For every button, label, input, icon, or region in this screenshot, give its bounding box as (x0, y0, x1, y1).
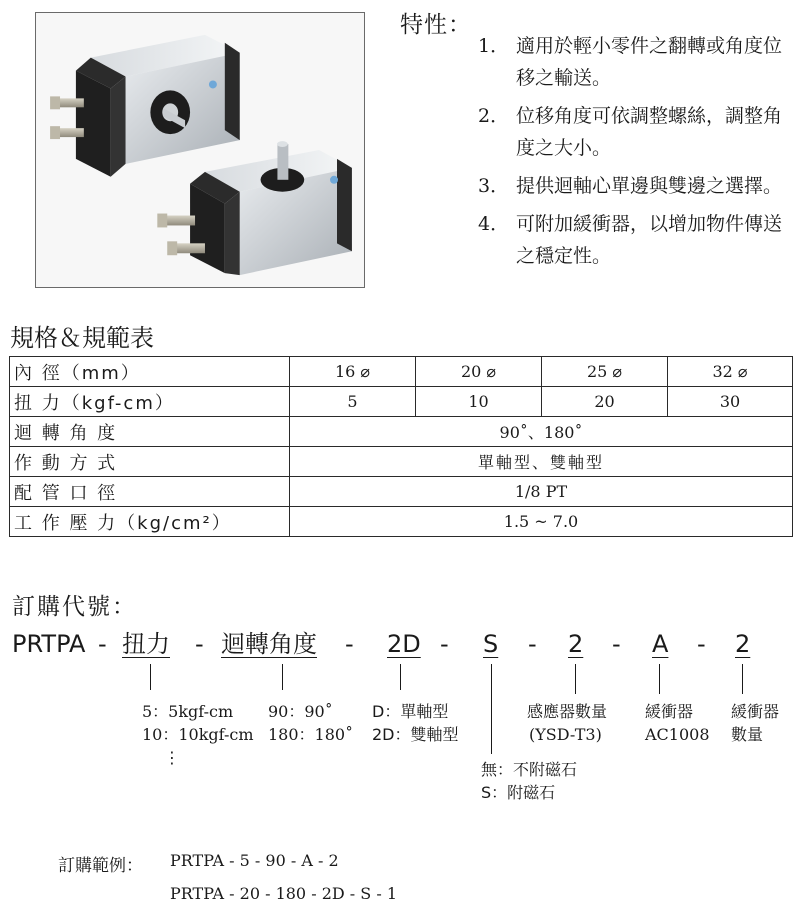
spec-cell: 單軸型、雙軸型 (290, 447, 793, 477)
note-line: ⋮ (164, 748, 180, 767)
spec-label: 作 動 方 式 (10, 447, 290, 477)
feature-item (478, 100, 793, 164)
spec-label: 配 管 口 徑 (10, 477, 290, 507)
spec-row-torque (10, 387, 793, 417)
connector-line (491, 664, 492, 754)
code-separator: - (440, 630, 449, 658)
spec-label: 工 作 壓 力（kg/cm²） (10, 507, 290, 537)
note-line: S：附磁石 (481, 783, 556, 802)
spec-cell: 16 ⌀ (290, 357, 416, 387)
note-line: 感應器數量 (527, 702, 608, 721)
code-separator: - (612, 630, 621, 658)
spec-label: 內 徑（mm） (10, 357, 290, 387)
note-line: 緩衝器 (645, 702, 694, 721)
note-line: D：單軸型 (372, 702, 449, 721)
note-line: 180：180˚ (268, 725, 354, 744)
spec-row-actuation (10, 447, 793, 477)
note-line: 5：5kgf-cm (142, 702, 234, 721)
note-line: AC1008 (645, 725, 710, 744)
buffer-qty-note (731, 700, 779, 746)
code-separator: - (98, 630, 107, 658)
features-title: 特性： (400, 12, 472, 38)
code-buffer-qty: 2 (735, 630, 751, 658)
shaft-note (372, 700, 459, 746)
product-photo (35, 12, 365, 288)
connector-line (742, 664, 743, 694)
feature-text: 提供迴軸心單邊與雙邊之選擇。 (516, 175, 783, 197)
sensor-qty-note (527, 700, 607, 746)
note-line: 2D：雙軸型 (372, 725, 459, 744)
angle-note (268, 700, 353, 746)
feature-text: 位移角度可依調整螺絲，調整角度之大小。 (516, 105, 783, 159)
code-buffer: A (652, 630, 669, 658)
feature-item (478, 170, 793, 202)
order-title: 訂購代號： (12, 594, 137, 620)
connector-line (150, 664, 151, 690)
spec-cell: 20 ⌀ (416, 357, 542, 387)
spec-row-pressure (10, 507, 793, 537)
rotary-cylinder-image (36, 13, 364, 287)
code-torque: 扭力 (122, 630, 170, 658)
spec-row-bore (10, 357, 793, 387)
features-list (478, 30, 793, 278)
code-prefix: PRTPA (12, 630, 86, 658)
spec-cell: 32 ⌀ (668, 357, 793, 387)
connector-line (659, 664, 660, 694)
order-example-line (170, 851, 339, 871)
example-code: PRTPA - 5 - 90 - A - 2 (170, 851, 339, 870)
spec-cell: 1.5 ~ 7.0 (290, 507, 793, 537)
sensor-note (481, 758, 577, 804)
spec-cell: 10 (416, 387, 542, 417)
note-line: 10：10kgf-cm (142, 725, 254, 744)
code-separator: - (528, 630, 537, 658)
spec-row-rotation-angle (10, 417, 793, 447)
code-sensor: S (483, 630, 499, 658)
note-line: 數量 (731, 725, 764, 744)
code-separator: - (345, 630, 354, 658)
spec-label: 迴 轉 角 度 (10, 417, 290, 447)
order-example-line (170, 884, 397, 904)
feature-item (478, 208, 793, 272)
spec-table (9, 356, 793, 537)
note-line: 無：不附磁石 (481, 760, 578, 779)
spec-cell: 90˚、180˚ (290, 417, 793, 447)
connector-line (282, 664, 283, 690)
code-separator: - (195, 630, 204, 658)
feature-text: 適用於輕小零件之翻轉或角度位移之輸送。 (516, 35, 783, 89)
code-shaft: 2D (387, 630, 421, 658)
note-line: (YSD-T3) (529, 725, 602, 744)
feature-item (478, 30, 793, 94)
spec-cell: 30 (668, 387, 793, 417)
code-sensor-qty: 2 (568, 630, 584, 658)
spec-cell: 5 (290, 387, 416, 417)
order-example-label: 訂購範例： (58, 856, 143, 876)
spec-cell: 1/8 PT (290, 477, 793, 507)
feature-number: 3． (478, 175, 510, 197)
spec-label: 扭 力（kgf-cm） (10, 387, 290, 417)
spec-cell: 20 (542, 387, 668, 417)
spec-title: 規格＆規範表 (10, 324, 154, 352)
feature-number: 2． (478, 105, 510, 127)
torque-note (142, 700, 254, 769)
note-line: 90：90˚ (268, 702, 333, 721)
connector-line (400, 664, 401, 690)
feature-text: 可附加緩衝器，以增加物件傳送之穩定性。 (516, 213, 783, 267)
buffer-note (645, 700, 710, 746)
code-angle: 迴轉角度 (221, 630, 317, 658)
spec-cell: 25 ⌀ (542, 357, 668, 387)
connector-line (575, 664, 576, 694)
example-code: PRTPA - 20 - 180 - 2D - S - 1 (170, 884, 397, 903)
feature-number: 4． (478, 213, 510, 235)
note-line: 緩衝器 (731, 702, 780, 721)
feature-number: 1． (478, 35, 510, 57)
spec-row-port-size (10, 477, 793, 507)
code-separator: - (697, 630, 706, 658)
